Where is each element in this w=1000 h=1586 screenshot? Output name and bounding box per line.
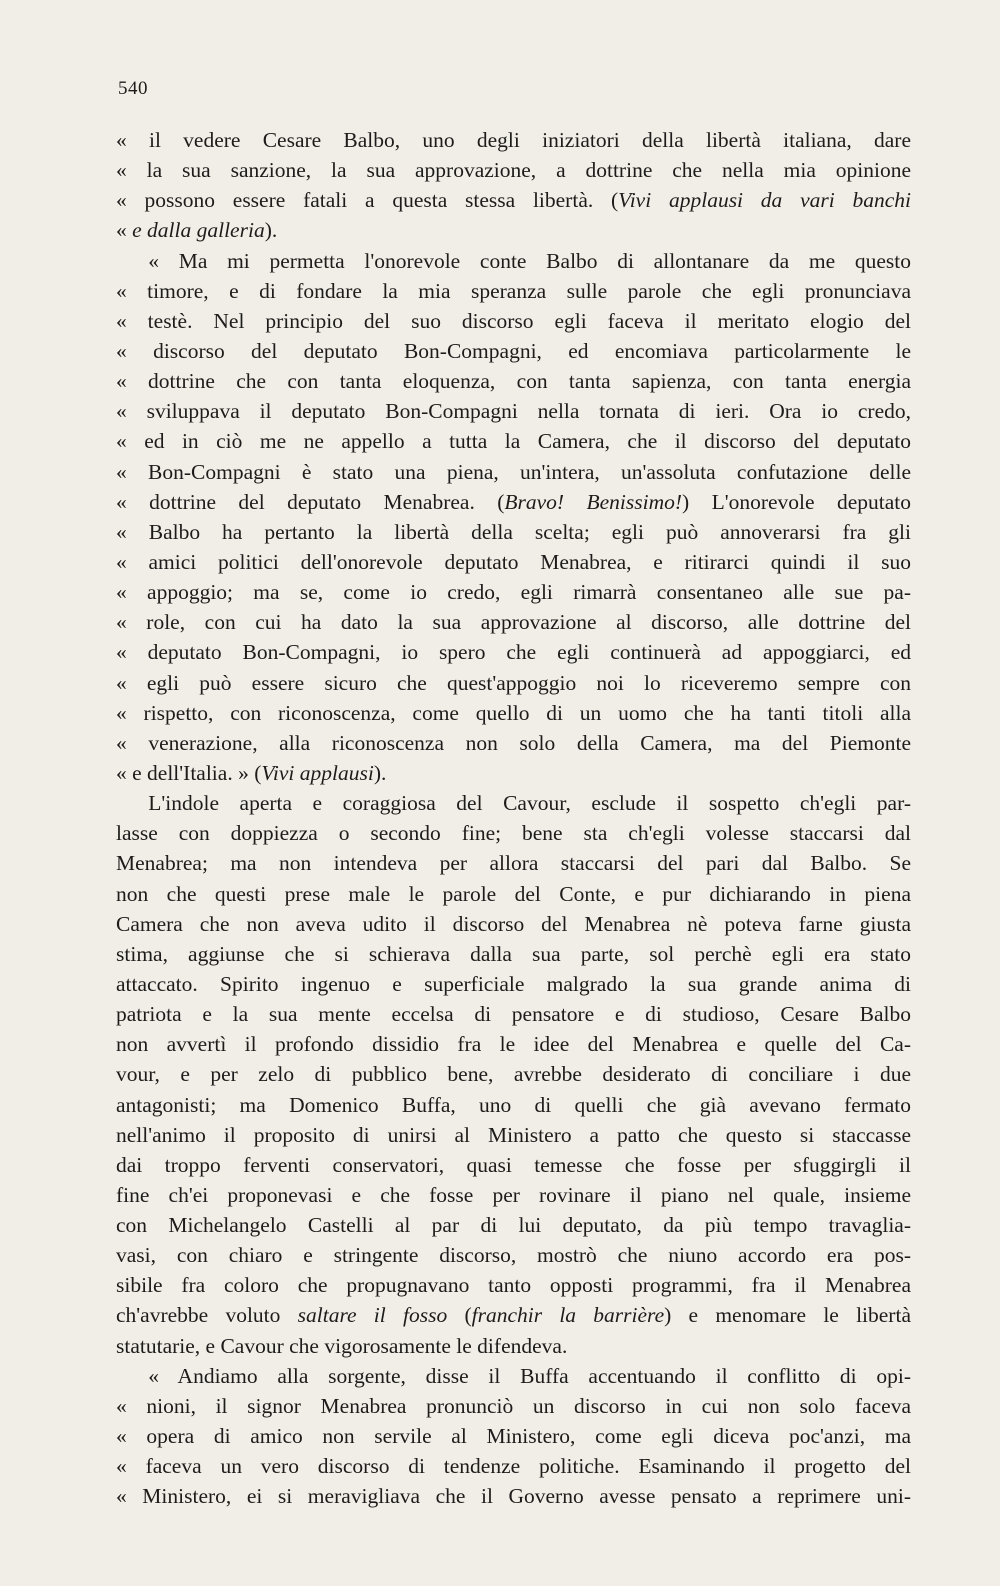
text-segment: « venerazione, alla riconoscenza non solo della Camera, ma del Piemonte — [116, 730, 911, 755]
text-line — [116, 1391, 911, 1421]
text-line — [116, 999, 911, 1029]
text-segment: « faceva un vero discorso di tendenze politiche. Esaminando il progetto del — [116, 1454, 911, 1479]
text-segment: statutarie, e Cavour che vigorosamente le difendeva. — [116, 1333, 568, 1358]
text-segment: « dottrine del deputato Menabrea. ( — [116, 489, 505, 514]
text-line — [116, 487, 911, 517]
text-segment: « ed in ciò me ne appello a tutta la Camera, che il discorso del deputato — [116, 429, 911, 454]
text-line — [116, 276, 911, 306]
text-segment: « Ministero, ei si meravigliava che il Governo avesse pensato a reprimere uni- — [116, 1484, 911, 1509]
text-segment: « sviluppava il deputato Bon-Compagni nella tornata di ieri. Ora io credo, — [116, 399, 911, 424]
text-line — [116, 1120, 911, 1150]
text-line — [116, 1361, 911, 1391]
text-segment: « Balbo ha pertanto la libertà della scelta; egli può annoverarsi fra gli — [116, 519, 911, 544]
text-line — [116, 547, 911, 577]
text-line — [116, 909, 911, 939]
text-segment: « il vedere Cesare Balbo, uno degli iniziatori della libertà italiana, dare — [116, 128, 911, 152]
text-line — [116, 1180, 911, 1210]
text-segment: ) e menomare le libertà — [664, 1303, 911, 1328]
text-segment: ch'avrebbe voluto — [116, 1303, 298, 1328]
text-segment: « appoggio; ma se, come io credo, egli rimarrà consentaneo alle sue pa- — [116, 580, 911, 605]
text-line — [116, 1421, 911, 1451]
text-segment: « la sua sanzione, la sua approvazione, a dottrine che nella mia opinione — [116, 158, 911, 183]
text-segment: « — [116, 218, 133, 243]
text-segment: fine ch'ei proponevasi e che fosse per rovinare il piano nel quale, insieme — [116, 1182, 911, 1207]
text-line — [116, 939, 911, 969]
text-segment: stima, aggiunse che si schierava dalla sua parte, sol perchè egli era stato — [116, 941, 911, 966]
text-line — [116, 668, 911, 698]
text-line — [116, 396, 911, 426]
text-line — [116, 336, 911, 366]
italic-text: Bravo! Benissimo! — [504, 489, 683, 514]
text-line — [116, 1210, 911, 1240]
text-line — [116, 788, 911, 818]
text-segment: « e dell'Italia. » ( — [116, 760, 262, 785]
text-line — [116, 577, 911, 607]
text-line — [116, 125, 911, 155]
text-segment: ). — [373, 760, 387, 785]
italic-text: Vivi applausi — [261, 760, 374, 785]
text-segment: L'indole aperta e coraggiosa del Cavour, esclude il sospetto ch'egli par- — [116, 791, 911, 816]
text-segment: con Michelangelo Castelli al par di lui deputato, da più tempo travaglia- — [116, 1213, 911, 1238]
italic-text: saltare il fosso — [297, 1303, 448, 1328]
text-line — [116, 306, 911, 336]
text-line — [116, 818, 911, 848]
italic-text: Vivi applausi da vari banchi — [618, 188, 911, 213]
text-line — [116, 215, 911, 245]
text-line — [116, 637, 911, 667]
text-segment: attaccato. Spirito ingenuo e superficiale malgrado la sua grande anima di — [116, 971, 911, 996]
text-line — [116, 879, 911, 909]
text-segment: sibile fra coloro che propugnavano tanto opposti programmi, fra il Menabrea — [116, 1273, 911, 1298]
text-segment: « Bon-Compagni è stato una piena, un'intera, un'assoluta confutazione delle — [116, 459, 911, 484]
text-segment: nell'animo il proposito di unirsi al Ministero a patto che questo si staccasse — [116, 1122, 911, 1147]
text-line — [116, 426, 911, 456]
text-segment: dai troppo ferventi conservatori, quasi temesse che fosse per sfuggirgli il — [116, 1152, 911, 1177]
text-line — [116, 698, 911, 728]
text-line — [116, 969, 911, 999]
text-segment: « nioni, il signor Menabrea pronunciò un discorso in cui non solo faceva — [116, 1393, 911, 1418]
text-line — [116, 1240, 911, 1270]
text-line — [116, 457, 911, 487]
text-line — [116, 246, 911, 276]
text-line — [116, 155, 911, 185]
text-line — [116, 1270, 911, 1300]
text-segment: vasi, con chiaro e stringente discorso, mostrò che niuno accordo era pos- — [116, 1243, 911, 1268]
text-line — [116, 1059, 911, 1089]
text-line — [116, 1090, 911, 1120]
italic-text: franchir la barrière — [471, 1303, 665, 1328]
text-segment: « amici politici dell'onorevole deputato Menabrea, e ritirarci quindi il suo — [116, 549, 911, 574]
text-segment: « role, con cui ha dato la sua approvazione al discorso, alle dottrine del — [116, 610, 911, 635]
text-segment: « timore, e di fondare la mia speranza sulle parole che egli pronunciava — [116, 278, 911, 303]
text-segment: « testè. Nel principio del suo discorso egli faceva il meritato elogio del — [116, 308, 911, 333]
text-line — [116, 517, 911, 547]
text-segment: antagonisti; ma Domenico Buffa, uno di quelli che già avevano fermato — [116, 1092, 911, 1117]
text-line — [116, 728, 911, 758]
body-text — [116, 125, 911, 1511]
text-segment: non avvertì il profondo dissidio fra le idee del Menabrea e quelle del Ca- — [116, 1032, 911, 1057]
text-line — [116, 607, 911, 637]
text-line — [116, 1029, 911, 1059]
text-line — [116, 1150, 911, 1180]
text-line — [116, 366, 911, 396]
page-number: 540 — [118, 78, 148, 99]
text-segment: « egli può essere sicuro che quest'appoggio noi lo riceveremo sempre con — [116, 670, 911, 695]
text-segment: Camera che non aveva udito il discorso del Menabrea nè poteva farne giusta — [116, 911, 911, 936]
text-segment: ). — [264, 218, 278, 243]
text-segment: « Ma mi permetta l'onorevole conte Balbo di allontanare da me questo — [116, 248, 911, 273]
text-line — [116, 1451, 911, 1481]
text-segment: « possono essere fatali a questa stessa libertà. ( — [116, 188, 619, 213]
text-line — [116, 1300, 911, 1330]
text-segment: ) L'onorevole deputato — [682, 489, 911, 514]
text-segment: « discorso del deputato Bon-Compagni, ed encomiava particolarmente le — [116, 338, 911, 363]
text-line — [116, 185, 911, 215]
text-line — [116, 1331, 911, 1361]
text-segment: « deputato Bon-Compagni, io spero che egli continuerà ad appoggiarci, ed — [116, 640, 911, 665]
text-segment: « dottrine che con tanta eloquenza, con tanta sapienza, con tanta energia — [116, 369, 911, 394]
text-line — [116, 758, 911, 788]
text-line — [116, 848, 911, 878]
text-line — [116, 1481, 911, 1511]
text-segment: « opera di amico non servile al Ministero, come egli diceva poc'anzi, ma — [116, 1424, 911, 1449]
text-segment: « Andiamo alla sorgente, disse il Buffa accentuando il conflitto di opi- — [116, 1363, 911, 1388]
italic-text: e dalla galleria — [132, 218, 265, 243]
text-segment: patriota e la sua mente eccelsa di pensatore e di studioso, Cesare Balbo — [116, 1002, 911, 1027]
text-segment: vour, e per zelo di pubblico bene, avrebbe desiderato di conciliare i due — [116, 1062, 911, 1087]
text-segment: lasse con doppiezza o secondo fine; bene sta ch'egli volesse staccarsi dal — [116, 821, 911, 846]
text-segment: Menabrea; ma non intendeva per allora staccarsi del pari dal Balbo. Se — [116, 851, 911, 876]
text-segment: « rispetto, con riconoscenza, come quello di un uomo che ha tanti titoli alla — [116, 700, 911, 725]
text-segment: ( — [447, 1303, 472, 1328]
text-segment: non che questi prese male le parole del Conte, e pur dichiarando in piena — [116, 881, 911, 906]
